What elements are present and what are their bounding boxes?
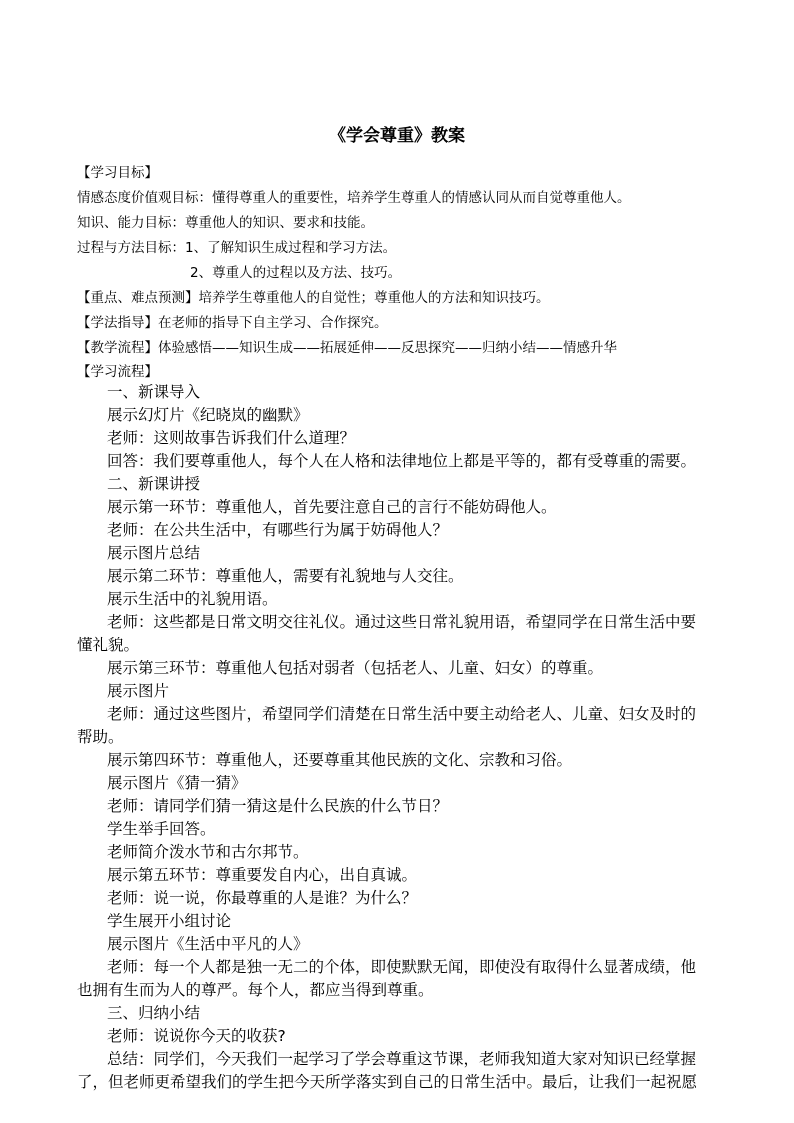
body-line: 展示图片《猜一猜》 [107, 774, 247, 792]
body-line: 展示图片 [107, 682, 170, 700]
body-line: 展示幻灯片《纪晓岚的幽默》 [107, 406, 309, 424]
key-points: 【重点、难点预测】培养学生尊重他人的自觉性；尊重他人的方法和知识技巧。 [77, 290, 550, 306]
body-line: 展示图片总结 [107, 544, 201, 562]
body-line: 展示第五环节：尊重要发自内心，出自真诚。 [107, 866, 418, 884]
study-method: 【学法指导】在老师的指导下自主学习、合作探究。 [77, 315, 388, 331]
body-line: 展示第三环节：尊重他人包括对弱者（包括老人、儿童、妇女）的尊重。 [107, 659, 604, 677]
body-line: 展示第一环节：尊重他人，首先要注意自己的言行不能妨碍他人。 [107, 498, 557, 516]
goal-emotion: 情感态度价值观目标：懂得尊重人的重要性，培养学生尊重人的情感认同从而自觉尊重他人。 [77, 190, 631, 206]
body-line: 也拥有生而为人的尊严。每个人，都应当得到尊重。 [77, 981, 434, 999]
section-heading: 三、归纳小结 [107, 1004, 201, 1022]
goal-process-1: 过程与方法目标：1、了解知识生成过程和学习方法。 [77, 240, 397, 256]
section-heading: 一、新课导入 [107, 383, 201, 401]
body-line: 老师：这则故事告诉我们什么道理？ [107, 429, 356, 447]
goal-process-2: 2、尊重人的过程以及方法、技巧。 [190, 265, 402, 281]
body-line: 了，但老师更希望我们的学生把今天所学落实到自己的日常生活中。最后，让我们一起祝愿 [77, 1073, 698, 1091]
teaching-flow: 【教学流程】体验感悟——知识生成——拓展延伸——反思探究——归纳小结——情感升华 [77, 340, 617, 356]
body-line: 老师：在公共生活中，有哪些行为属于妨碍他人？ [107, 521, 449, 539]
body-line: 展示第二环节：尊重他人，需要有礼貌地与人交往。 [107, 567, 464, 585]
body-line: 总结：同学们，今天我们一起学习了学会尊重这节课，老师我知道大家对知识已经掌握 [107, 1050, 697, 1068]
body-line: 展示第四环节：尊重他人，还要尊重其他民族的文化、宗教和习俗。 [107, 751, 573, 769]
body-line: 学生举手回答。 [107, 820, 216, 838]
body-line: 展示生活中的礼貌用语。 [107, 590, 278, 608]
body-line: 展示图片《生活中平凡的人》 [107, 935, 309, 953]
section-heading: 二、新课讲授 [107, 475, 201, 493]
body-line: 老师：通过这些图片，希望同学们清楚在日常生活中要主动给老人、儿童、妇女及时的 [107, 705, 697, 723]
body-line: 懂礼貌。 [77, 636, 140, 654]
body-line: 老师简介泼水节和古尔邦节。 [107, 843, 309, 861]
process-heading: 【学习流程】 [77, 364, 158, 380]
goals-heading: 【学习目标】 [77, 165, 158, 181]
body-line: 学生展开小组讨论 [107, 912, 232, 930]
body-line: 回答：我们要尊重他人，每个人在人格和法律地位上都是平等的，都有受尊重的需要。 [107, 452, 697, 470]
body-line: 老师：说说你今天的收获? [107, 1027, 286, 1045]
body-line: 老师：说一说，你最尊重的人是谁？为什么？ [107, 889, 418, 907]
body-line: 老师：这些都是日常文明交往礼仪。通过这些日常礼貌用语，希望同学在日常生活中要 [107, 613, 697, 631]
document-title: 《学会尊重》教案 [329, 126, 465, 146]
body-line: 帮助。 [77, 728, 124, 746]
goal-knowledge: 知识、能力目标：尊重他人的知识、要求和技能。 [77, 215, 374, 231]
body-line: 老师：请同学们猜一猜这是什么民族的什么节日？ [107, 797, 449, 815]
body-line: 老师：每一个人都是独一无二的个体，即使默默无闻，即使没有取得什么显著成绩，他 [107, 958, 697, 976]
